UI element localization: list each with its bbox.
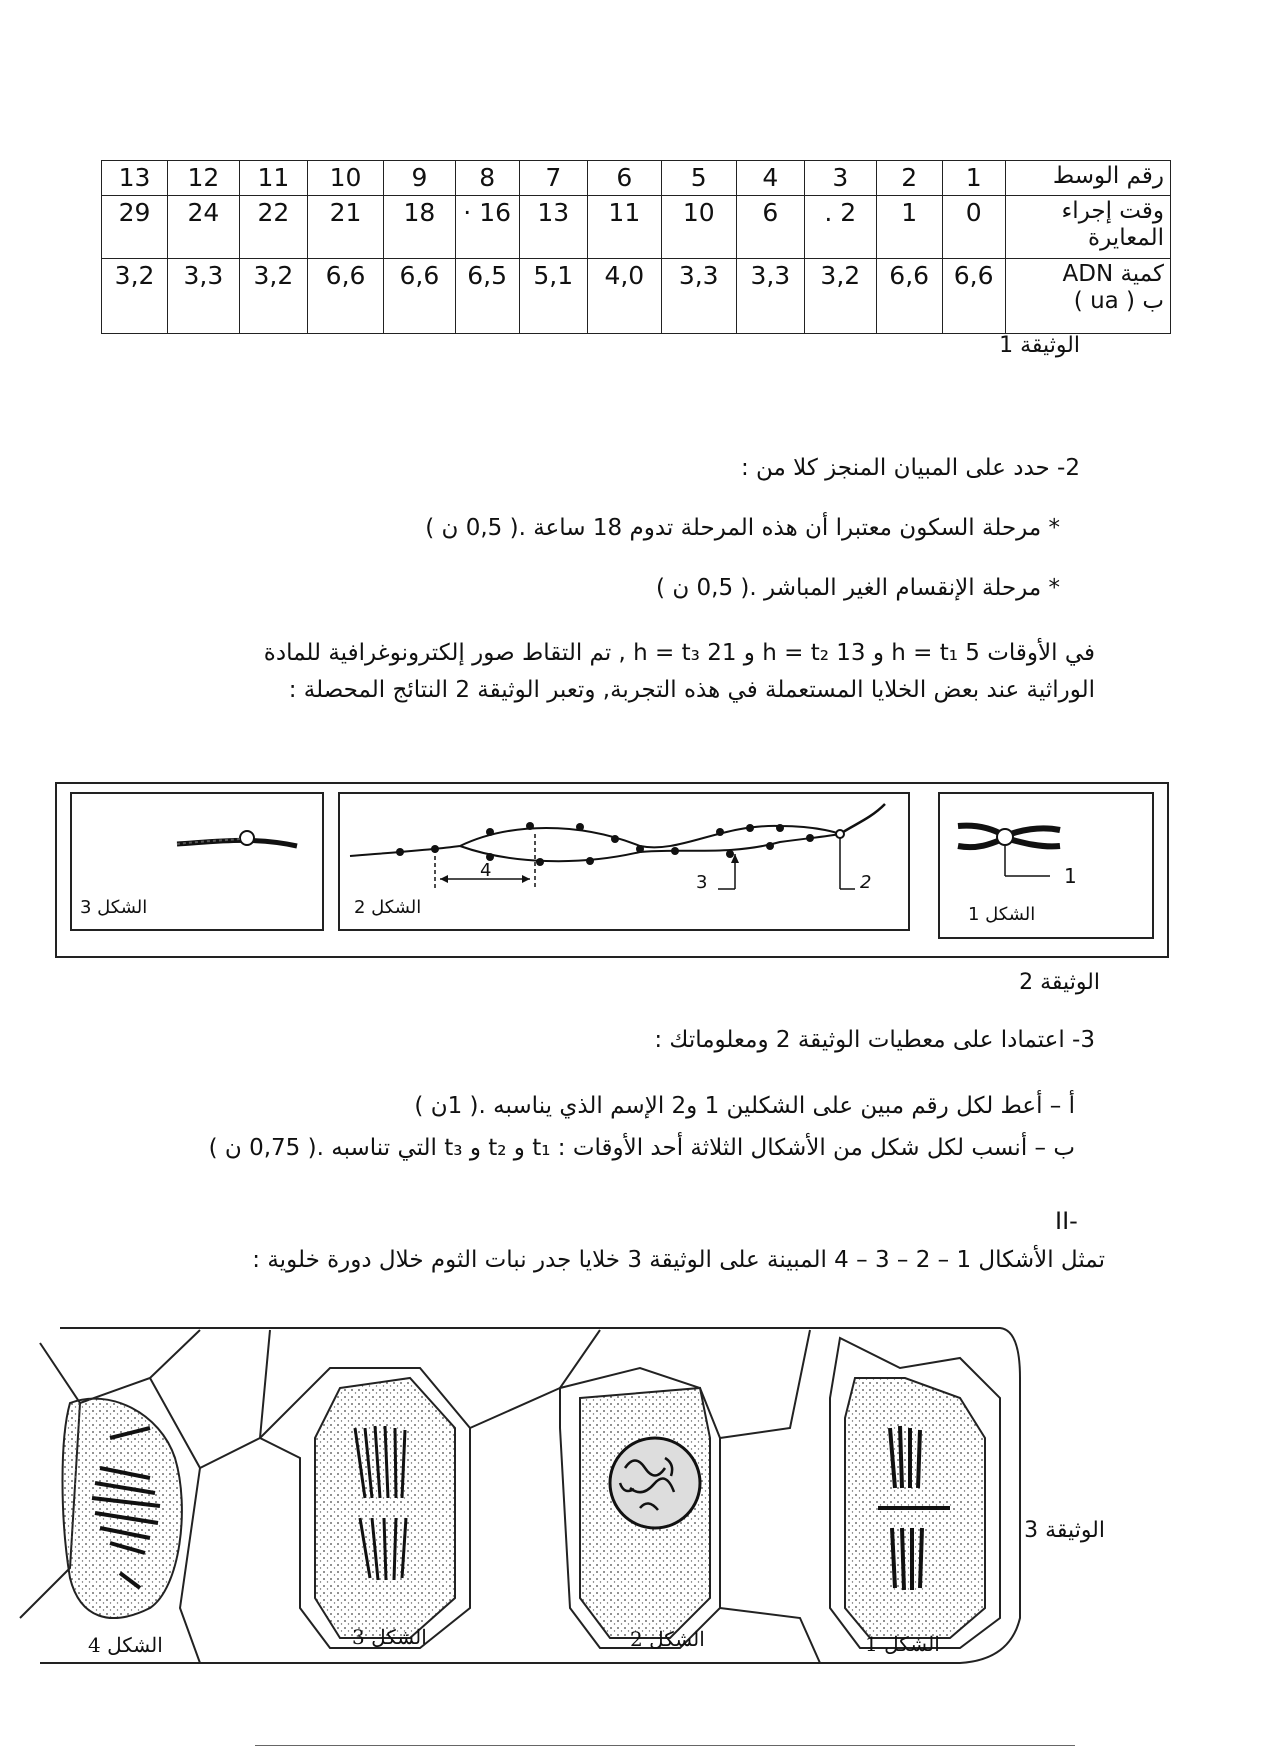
table-row-time	[102, 196, 1171, 259]
doc2-fig3	[70, 792, 324, 931]
q2-title: 2- حدد على المبيان المنجز كلا من :	[740, 455, 1080, 481]
q3-b: ب – أنسب لكل شكل من الأشكال الثلاثة أحد الأوقات : t₁ و t₂ و t₃ التي تناسبه .( 0,75 ن )	[208, 1135, 1075, 1161]
doc3-fig1-label: الشكل 1	[865, 1632, 940, 1656]
table-cell: 1	[876, 196, 942, 259]
cell-1	[845, 1378, 985, 1638]
table-cell: · 16	[455, 196, 519, 259]
doc3-fig2-label: الشكل 2	[630, 1627, 705, 1651]
marker-3: 3	[696, 872, 708, 893]
table-cell: 4	[736, 161, 804, 196]
table-cell: 7	[519, 161, 587, 196]
table-cell: 5,1	[519, 259, 587, 334]
table-cell: 6	[587, 161, 661, 196]
doc2-fig1-label: الشكل 1	[968, 904, 1036, 925]
doc3-caption: الوثيقة 3	[1024, 1518, 1105, 1543]
table-cell: 10	[308, 161, 384, 196]
q2-item1: * مرحلة السكون معتبرا أن هذه المرحلة تدوم 18 ساعة .( 0,5 ن )	[425, 515, 1060, 541]
doc2-caption: الوثيقة 2	[1019, 970, 1100, 995]
table-cell: 9	[384, 161, 456, 196]
table-cell: 3,3	[168, 259, 240, 334]
table-cell: 6,6	[308, 259, 384, 334]
table-cell: 3	[805, 161, 877, 196]
table-cell: 3,2	[102, 259, 168, 334]
table-cell: 13	[519, 196, 587, 259]
row-header-time-line1: وقت إجراء	[1061, 198, 1164, 224]
table-row-dna	[102, 259, 1171, 334]
q2-item2: * مرحلة الإنقسام الغير المباشر .( 0,5 ن )	[656, 575, 1060, 601]
row-header-dna-line2: ب ( ua )	[1073, 288, 1164, 314]
table-cell: 3,3	[736, 259, 804, 334]
row-header-time-line2: المعايرة	[1088, 225, 1164, 251]
row-header-dna-line1: كمية ADN	[1062, 261, 1164, 287]
table-row-medium	[102, 161, 1171, 196]
table-cell: 0	[942, 196, 1005, 259]
table-cell: 2	[876, 161, 942, 196]
doc2-fig3-label: الشكل 3	[80, 897, 148, 918]
cell-3	[315, 1378, 455, 1638]
table-cell: 8	[455, 161, 519, 196]
table-cell: 29	[102, 196, 168, 259]
cell-2	[580, 1388, 710, 1638]
replication-fork-icon	[340, 794, 908, 904]
table-cell: 11	[587, 196, 661, 259]
table-cell: 12	[168, 161, 240, 196]
table-cell: 18	[384, 196, 456, 259]
table-cell: 6	[736, 196, 804, 259]
row-header-dna	[1005, 259, 1170, 334]
table-cell: . 2	[805, 196, 877, 259]
doc3-fig4-label: الشكل 4	[88, 1633, 163, 1657]
doc2-fig2-label: الشكل 2	[354, 897, 422, 918]
table-cell: 6,6	[384, 259, 456, 334]
cell-4	[63, 1399, 182, 1618]
doc3-fig3-label: الشكل 3	[352, 1625, 427, 1649]
marker-4: 4	[480, 860, 492, 881]
table-cell: 21	[308, 196, 384, 259]
marker-2: 2	[860, 872, 872, 893]
table-cell: 24	[168, 196, 240, 259]
doc2-fig2	[338, 792, 910, 931]
table-cell: 5	[661, 161, 736, 196]
doc1-table	[101, 160, 1171, 334]
row-header-time	[1005, 196, 1170, 259]
table-cell: 3,2	[239, 259, 307, 334]
table-cell: 6,6	[876, 259, 942, 334]
doc3-figure	[0, 1318, 1276, 1673]
footer-rule	[255, 1745, 1075, 1746]
table-cell: 11	[239, 161, 307, 196]
q2-intro-line2: الوراثية عند بعض الخلايا المستعملة في هذه التجربة, وتعبر الوثيقة 2 النتائج المحصلة :	[288, 677, 1095, 703]
marker-1: 1	[1064, 864, 1077, 888]
table-cell: 4,0	[587, 259, 661, 334]
table-cell: 3,3	[661, 259, 736, 334]
table-cell: 22	[239, 196, 307, 259]
table-cell: 1	[942, 161, 1005, 196]
row-header-medium: رقم الوسط	[1005, 161, 1170, 196]
part2-numeral: II-	[1055, 1207, 1078, 1235]
table-cell: 6,5	[455, 259, 519, 334]
q3-a: أ – أعط لكل رقم مبين على الشكلين 1 و2 الإسم الذي يناسبه .( 1ن )	[414, 1093, 1075, 1119]
table-cell: 6,6	[942, 259, 1005, 334]
chromatid-single-icon	[72, 794, 322, 894]
table-cell: 3,2	[805, 259, 877, 334]
table-cell: 10	[661, 196, 736, 259]
doc1-caption: الوثيقة 1	[999, 333, 1080, 358]
doc2-fig1	[938, 792, 1154, 939]
q2-intro-line1: في الأوقات 5 h = t₁ و 13 h = t₂ و 21 h = t₃ , تم التقاط صور إلكترونوغرافية للمادة	[263, 640, 1095, 666]
q3-title: 3- اعتمادا على معطيات الوثيقة 2 ومعلوماتك :	[654, 1027, 1095, 1053]
table-cell: 13	[102, 161, 168, 196]
chromosome-x-icon	[940, 794, 1152, 904]
part2-text: تمثل الأشكال 1 – 2 – 3 – 4 المبينة على الوثيقة 3 خلايا جدر نبات الثوم خلال دورة خلوية :	[252, 1247, 1105, 1273]
